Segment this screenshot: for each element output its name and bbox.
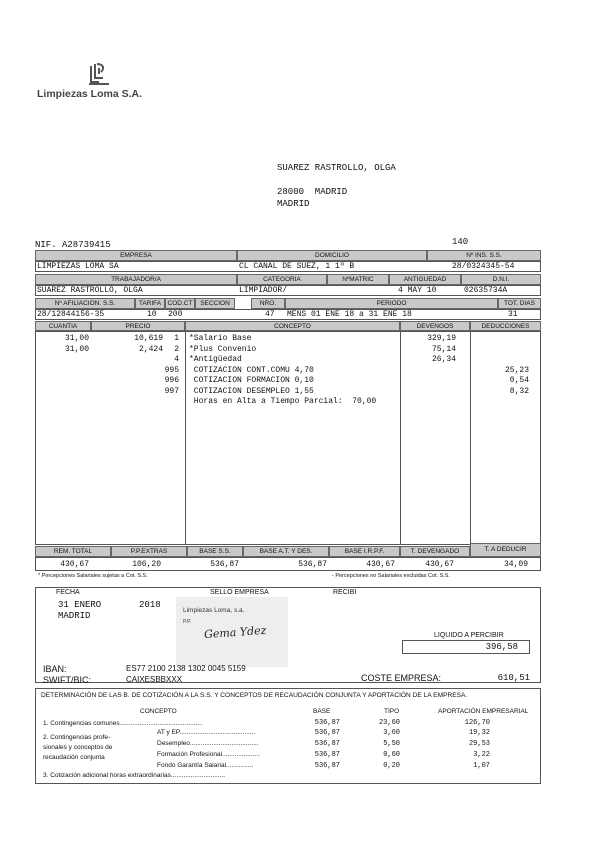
concepto-2b: sionales y conceptos de bbox=[43, 744, 113, 751]
line-code: 1 bbox=[174, 334, 179, 343]
cotizacion-base: 536,87 bbox=[314, 751, 340, 759]
concepto-2c: recaudación conjunta bbox=[43, 754, 105, 761]
concepto-2a: 2. Contingencias profe- bbox=[43, 734, 111, 741]
line-concepto: *Plus Convenio bbox=[189, 344, 257, 354]
line-deduccion: 8,32 bbox=[509, 386, 529, 396]
iban-value: ES77 2100 2138 1302 0045 5159 bbox=[126, 664, 246, 673]
header-precio: PRECIO bbox=[91, 321, 185, 331]
lines-container bbox=[35, 334, 541, 408]
sub-at: AT y EP.......................................... bbox=[157, 729, 256, 736]
sub-desempleo: Desempleo...................................... bbox=[157, 740, 259, 747]
header-base-irpf: BASE I.R.P.F. bbox=[329, 546, 400, 557]
recipient-province: MADRID bbox=[277, 199, 310, 209]
header-antiguedad: ANTIGUEDAD bbox=[389, 274, 461, 285]
coste-label: COSTE EMPRESA: bbox=[361, 673, 442, 683]
header-pp-extras: P.P.EXTRAS bbox=[111, 546, 187, 557]
header-matric: NºMATRIC bbox=[327, 274, 389, 285]
header-tarifa: TARIFA bbox=[135, 298, 165, 309]
header-concepto: CONCEPTO bbox=[185, 321, 400, 331]
line-concepto: COTIZACION FORMACION 0,10 bbox=[189, 376, 314, 385]
line-code: 997 bbox=[164, 386, 179, 396]
header-deducciones: DEDUCCIONES bbox=[470, 321, 541, 331]
afiliacion-totdias: 31 bbox=[508, 310, 518, 319]
swift-label: SWIFT/BIC: bbox=[43, 675, 91, 685]
header-base-at: BASE A.T. Y DES. bbox=[243, 546, 329, 557]
header-trabajador: TRABAJADOR/A bbox=[35, 274, 237, 285]
doc-number: 140 bbox=[452, 237, 469, 247]
cotizacion-tipo: 3,60 bbox=[383, 729, 400, 737]
cotizacion-aport: 19,32 bbox=[468, 729, 490, 737]
line-item bbox=[35, 397, 541, 408]
cotizacion-tipo: 0,60 bbox=[383, 751, 400, 759]
col-tipo: TIPO bbox=[384, 708, 400, 715]
afiliacion-nro: 47 bbox=[265, 310, 275, 319]
line-concepto: *Salario Base bbox=[189, 334, 252, 343]
empresa-domicilio: CL CANAL DE SUEZ, 1 1º B bbox=[239, 262, 355, 271]
cotizacion-tipo: 0,20 bbox=[383, 762, 400, 770]
lugar-value: MADRID bbox=[58, 611, 91, 621]
header-base-ss: BASE S.S. bbox=[187, 546, 243, 557]
line-item bbox=[35, 387, 541, 398]
trabajador-name: SUAREZ RASTROLLO, OLGA bbox=[37, 286, 143, 295]
note-salariales: * Percepciones Salariales sujetas a Cot. S.S. bbox=[38, 573, 148, 579]
line-concepto: Horas en Alta a Tiempo Parcial: 70,00 bbox=[189, 397, 377, 406]
empresa-ins-ss: 28/0324345-54 bbox=[452, 262, 515, 271]
line-precio: 10,619 bbox=[134, 334, 163, 343]
line-item bbox=[35, 334, 541, 345]
liquido-value: 396,58 bbox=[485, 642, 518, 652]
company-name: Limpiezas Loma S.A. bbox=[37, 88, 143, 100]
header-empresa: EMPRESA bbox=[35, 250, 237, 261]
line-deduccion: 0,54 bbox=[509, 376, 529, 385]
trabajador-dni: 02635734A bbox=[464, 286, 508, 295]
recibi-label: RECIBI bbox=[333, 589, 357, 596]
header-domicilio: DOMICILIO bbox=[237, 250, 427, 261]
header-categoria: CATEGORIA bbox=[237, 274, 327, 285]
line-concepto: COTIZACION CONT.COMU 4,70 bbox=[189, 365, 314, 375]
sello-label: SELLO EMPRESA bbox=[210, 589, 269, 596]
line-devengo: 26,34 bbox=[431, 355, 456, 364]
header-t-devengado: T. DEVENGADO bbox=[400, 546, 470, 557]
total-base-at: 536,87 bbox=[298, 560, 327, 569]
header-t-deducir: T. A DEDUCIR bbox=[470, 543, 541, 557]
afiliacion-codct: 200 bbox=[168, 310, 183, 319]
trabajador-categoria: LIMPIADOR/ bbox=[239, 286, 288, 295]
line-item bbox=[35, 366, 541, 377]
stamp-pp: P.P. bbox=[183, 619, 192, 625]
header-nro: NRO. bbox=[251, 298, 285, 309]
header-cuantia: CUANTIA bbox=[35, 321, 91, 331]
line-deduccion: 25,23 bbox=[504, 365, 529, 375]
sub-formacion: Formación Profesional..................... bbox=[157, 751, 260, 758]
line-item bbox=[35, 376, 541, 387]
cotizacion-aport: 1,07 bbox=[473, 762, 490, 770]
cotizacion-base: 536,87 bbox=[314, 762, 340, 770]
cotizacion-tipo: 23,60 bbox=[378, 719, 400, 727]
stamp-text: Limpiezas Loma, s.a. bbox=[183, 607, 245, 614]
col-concepto: CONCEPTO bbox=[140, 708, 177, 715]
afiliacion-tarifa: 10 bbox=[147, 310, 157, 319]
concepto-1: 1. Contingencias comunes.............................................. bbox=[43, 720, 203, 727]
total-base-irpf: 430,67 bbox=[366, 560, 395, 569]
header-codct: COD.CT bbox=[165, 298, 195, 309]
line-concepto: COTIZACION DESEMPLEO 1,55 bbox=[189, 386, 314, 396]
total-deducir: 34,09 bbox=[503, 560, 528, 569]
header-rem-total: REM. TOTAL bbox=[35, 546, 111, 557]
line-precio: 2,424 bbox=[138, 344, 163, 354]
total-base-ss: 536,87 bbox=[210, 560, 239, 569]
sub-fgs: Fondo Garantía Salarial............... bbox=[157, 762, 254, 769]
afiliacion-periodo: MENS 01 ENE 18 a 31 ENE 18 bbox=[287, 310, 412, 319]
line-devengo: 75,14 bbox=[431, 344, 456, 354]
liquido-label: LIQUIDO A PERCIBIR bbox=[434, 632, 504, 639]
total-rem: 430,67 bbox=[60, 560, 89, 569]
line-cuantia: 31,00 bbox=[64, 344, 89, 354]
signature-scribble: Gema Ydez bbox=[203, 623, 267, 642]
line-item bbox=[35, 345, 541, 356]
header-dni: D.N.I. bbox=[461, 274, 541, 285]
cotizacion-base: 536,87 bbox=[314, 729, 340, 737]
recipient-city: 28000 MADRID bbox=[277, 187, 348, 197]
company-logo bbox=[85, 62, 115, 88]
empresa-name: LIMPIEZAS LOMA SA bbox=[37, 262, 119, 271]
line-cuantia: 31,00 bbox=[64, 334, 89, 343]
cotizacion-base: 536,87 bbox=[314, 719, 340, 727]
total-devengado: 430,67 bbox=[425, 560, 454, 569]
cotizacion-aport: 29,53 bbox=[468, 740, 490, 748]
cotizacion-base: 536,87 bbox=[314, 740, 340, 748]
determinacion-title: DETERMINACIÓN DE LAS B. DE COTIZACIÓN A LA S.S. Y CONCEPTOS DE RECAUDACIÓN CONJUNTA Y APORTACIÓN DE LA EMPRESA. bbox=[41, 692, 468, 699]
line-item bbox=[35, 355, 541, 366]
nif: NIF. A28739415 bbox=[35, 240, 111, 250]
line-code: 4 bbox=[174, 355, 179, 364]
total-pp-extras: 106,20 bbox=[132, 560, 161, 569]
cotizacion-aport: 3,22 bbox=[473, 751, 490, 759]
col-aportacion: APORTACIÓN EMPRESARIAL bbox=[438, 708, 529, 715]
note-no-salariales: - Percepciones no Salariales excluidas Cot. S.S. bbox=[332, 573, 451, 579]
line-devengo: 329,19 bbox=[427, 334, 456, 343]
line-code: 2 bbox=[174, 344, 179, 354]
afiliacion-numero: 28/12844156-35 bbox=[37, 310, 105, 319]
recipient-name: SUAREZ RASTROLLO, OLGA bbox=[277, 163, 396, 173]
header-afiliacion: Nº AFILIACION. S.S. bbox=[35, 298, 135, 309]
swift-value: CAIXESBBXXX bbox=[126, 675, 183, 684]
header-devengos: DEVENGOS bbox=[400, 321, 470, 331]
header-ins-ss: Nº INS. S.S. bbox=[427, 250, 541, 261]
header-periodo: PERIODO bbox=[285, 298, 498, 309]
concepto-3: 3. Cotización adicional horas extraordinarias.............................. bbox=[43, 772, 226, 779]
header-seccion: SECCION bbox=[195, 298, 235, 309]
line-concepto: *Antigüedad bbox=[189, 355, 242, 364]
line-code: 996 bbox=[164, 376, 179, 385]
coste-value: 610,51 bbox=[497, 673, 530, 683]
fecha-value: 31 ENERO 2018 bbox=[58, 600, 161, 610]
line-code: 995 bbox=[164, 365, 179, 375]
header-totdias: TOT. DIAS bbox=[498, 298, 541, 309]
fecha-label: FECHA bbox=[56, 589, 80, 596]
cotizacion-aport: 126,70 bbox=[464, 719, 490, 727]
company-stamp bbox=[176, 597, 288, 667]
iban-label: IBAN: bbox=[43, 664, 67, 674]
cotizacion-tipo: 5,50 bbox=[383, 740, 400, 748]
col-base: BASE bbox=[313, 708, 331, 715]
trabajador-antiguedad: 4 MAY 10 bbox=[398, 286, 437, 295]
